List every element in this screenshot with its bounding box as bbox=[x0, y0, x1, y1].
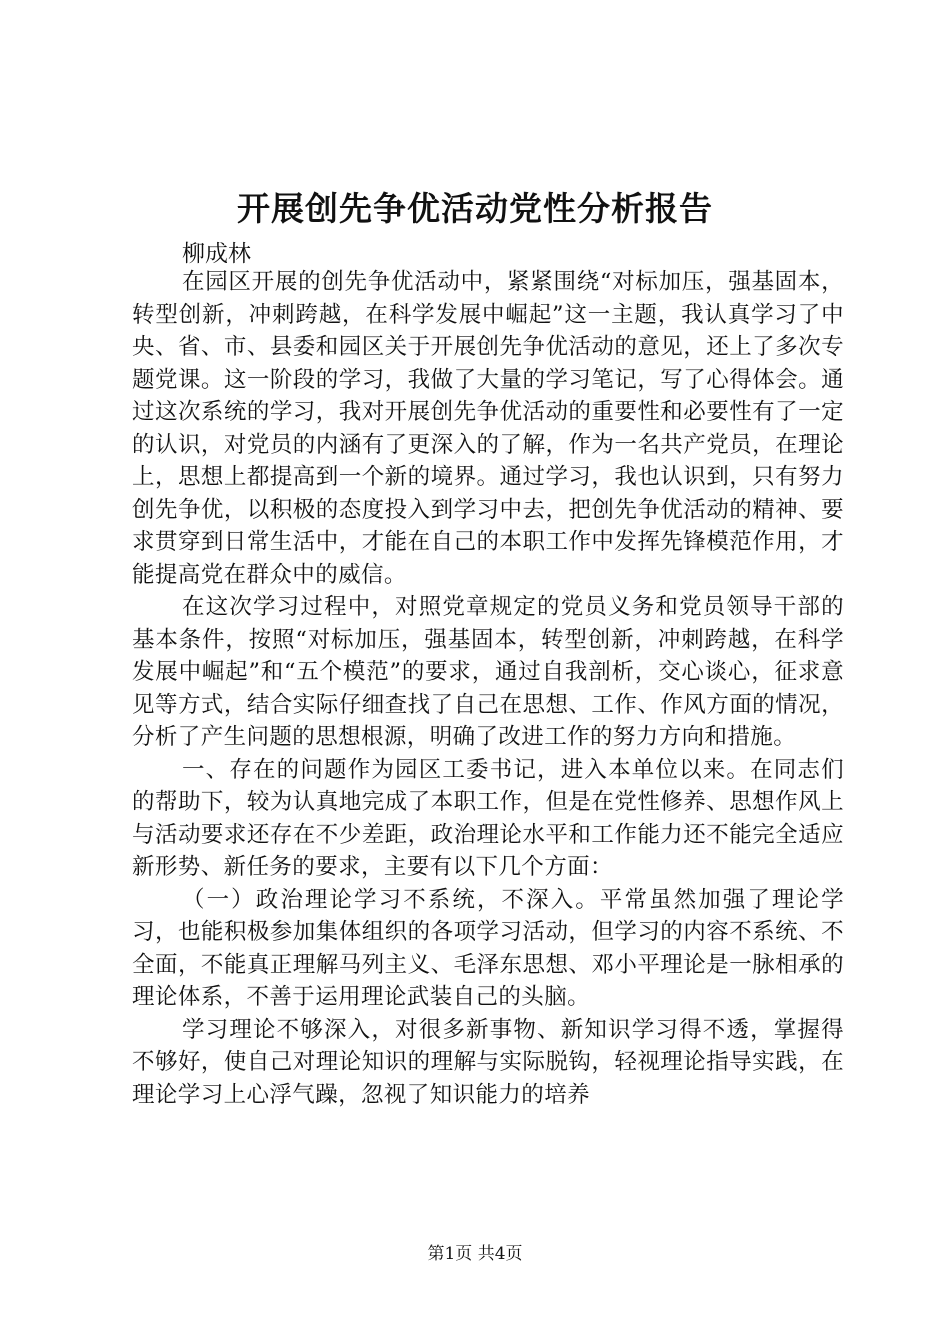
paragraph-3: 一、存在的问题作为园区工委书记，进入本单位以来。在同志们的帮助下，较为认真地完成了本职工作，但是在党性修养、思想作风上与活动要求还存在不少差距，政治理论水平和工作能力还不能完全适应新形势、新任务的要求，主要有以下几个方面： bbox=[132, 756, 844, 880]
paragraph-2: 在这次学习过程中，对照党章规定的党员义务和党员领导干部的基本条件，按照“对标加压，强基固本，转型创新，冲刺跨越，在科学发展中崛起”和“五个模范”的要求，通过自我剖析，交心谈心，征求意见等方式，结合实际仔细查找了自己在思想、工作、作风方面的情况，分析了产生问题的思想根源，明确了改进工作的努力方向和措施。 bbox=[132, 594, 844, 750]
paragraph-1: 在园区开展的创先争优活动中，紧紧围绕“对标加压，强基固本，转型创新，冲刺跨越，在科学发展中崛起”这一主题，我认真学习了中央、省、市、县委和园区关于开展创先争优活动的意见，还上了多次专题党课。这一阶段的学习，我做了大量的学习笔记，写了心得体会。通过这次系统的学习，我对开展创先争优活动的重要性和必要性有了一定的认识，对党员的内涵有了更深入的了解，作为一名共产党员，在理论上，思想上都提高到一个新的境界。通过学习，我也认识到，只有努力创先争优，以积极的态度投入到学习中去，把创先争优活动的精神、要求贯穿到日常生活中，才能在自己的本职工作中发挥先锋模范作用，才能提高党在群众中的威信。 bbox=[132, 269, 844, 588]
page-number-footer: 第1页 共4页 bbox=[427, 1244, 523, 1264]
paragraph-5: 学习理论不够深入，对很多新事物、新知识学习得不透，掌握得不够好，使自己对理论知识的理解与实际脱钩，轻视理论指导实践，在理论学习上心浮气躁，忽视了知识能力的培养 bbox=[132, 1016, 844, 1108]
author-name: 柳成林 bbox=[182, 241, 251, 267]
paragraph-4: （一）政治理论学习不系统，不深入。平常虽然加强了理论学习，也能积极参加集体组织的各项学习活动，但学习的内容不系统、不全面，不能真正理解马列主义、毛泽东思想、邓小平理论是一脉相承的理论体系，不善于运用理论武装自己的头脑。 bbox=[132, 886, 844, 1010]
document-body bbox=[132, 266, 844, 1111]
document-title: 开展创先争优活动党性分析报告 bbox=[237, 189, 713, 228]
